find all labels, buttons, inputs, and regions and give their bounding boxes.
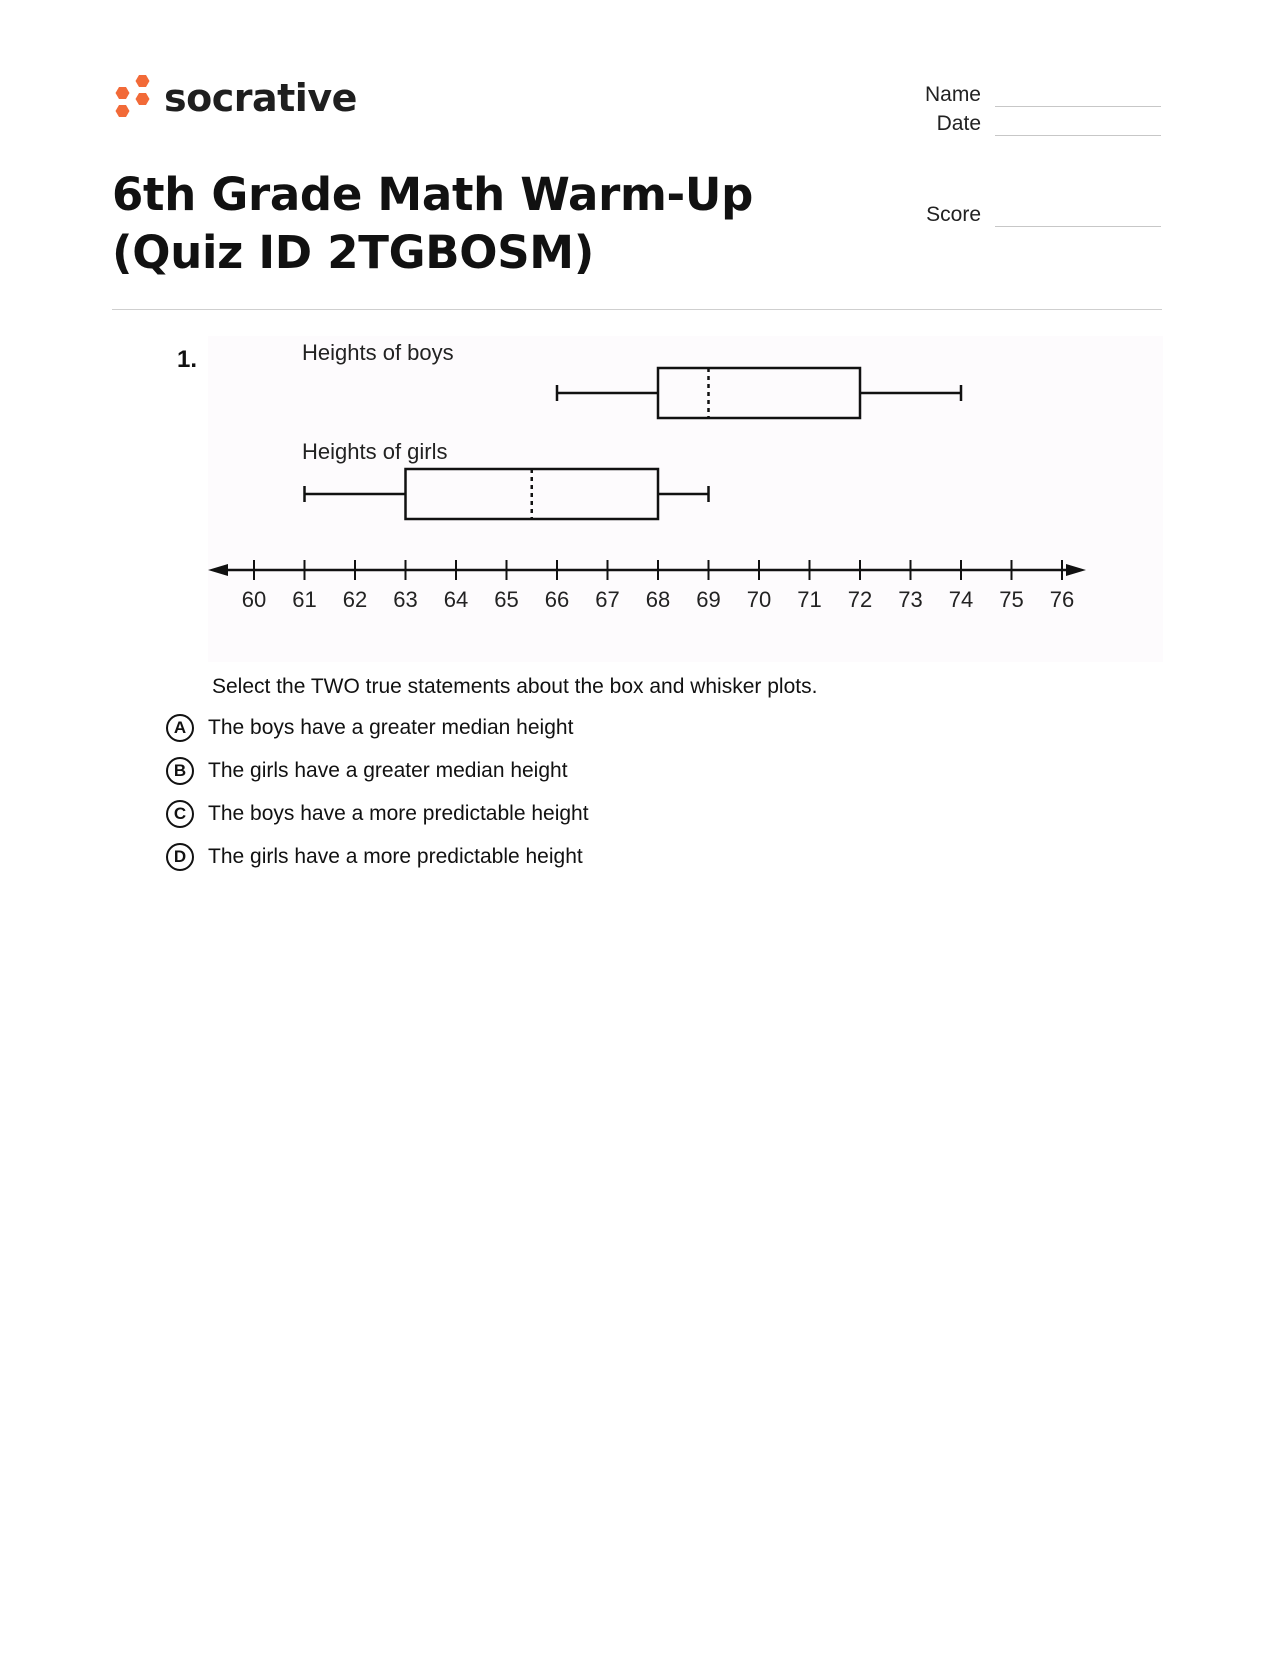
- axis-tick-label-71: 71: [797, 587, 822, 612]
- brand-logo: [112, 72, 357, 124]
- axis-tick-label-60: 60: [241, 587, 267, 612]
- option-c[interactable]: [166, 792, 589, 835]
- date-field: [901, 107, 1161, 136]
- answer-options: [166, 706, 589, 878]
- axis-tick-label-64: 64: [443, 587, 469, 612]
- axis-tick-label-67: 67: [595, 587, 620, 612]
- axis-tick-label-72: 72: [847, 587, 873, 612]
- option-b-badge[interactable]: B: [166, 757, 194, 785]
- option-a[interactable]: [166, 706, 589, 749]
- logo-hex-left: [116, 87, 130, 99]
- question-number: 1.: [177, 346, 198, 373]
- number-line-arrow-right: [1066, 564, 1086, 576]
- number-line-arrow-left: [208, 564, 228, 576]
- score-label: Score: [926, 203, 981, 226]
- axis-tick-label-62: 62: [342, 587, 368, 612]
- axis-tick-label-66: 66: [544, 587, 570, 612]
- axis-tick-label-76: 76: [1049, 587, 1075, 612]
- option-d-text: The girls have a more predictable height: [208, 844, 583, 868]
- box-plot-chart: [208, 336, 1163, 662]
- option-d[interactable]: [166, 835, 589, 878]
- axis-tick-label-69: 69: [696, 587, 721, 612]
- series-2-label: Heights of girls: [302, 439, 448, 464]
- option-a-text: The boys have a greater median height: [208, 715, 574, 739]
- axis-tick-label-74: 74: [948, 587, 974, 612]
- box-plot-svg: [208, 336, 1163, 662]
- axis-tick-label-70: 70: [746, 587, 772, 612]
- axis-tick-label-68: 68: [645, 587, 671, 612]
- logo-hex-bottom: [116, 105, 130, 117]
- option-a-badge[interactable]: A: [166, 714, 194, 742]
- option-b[interactable]: [166, 749, 589, 792]
- option-b-text: The girls have a greater median height: [208, 758, 568, 782]
- score-line[interactable]: [995, 204, 1161, 227]
- axis-tick-label-73: 73: [898, 587, 923, 612]
- date-line[interactable]: [995, 113, 1161, 136]
- logo-hex-right: [136, 93, 150, 105]
- option-d-badge[interactable]: D: [166, 843, 194, 871]
- question-prompt: Select the TWO true statements about the box and whisker plots.: [212, 675, 818, 698]
- score-field: [926, 203, 1161, 227]
- name-line[interactable]: [995, 84, 1161, 107]
- option-c-text: The boys have a more predictable height: [208, 801, 589, 825]
- series-1-label: Heights of boys: [302, 340, 454, 365]
- axis-tick-label-65: 65: [494, 587, 519, 612]
- series-1-box: [658, 368, 860, 418]
- axis-tick-label-75: 75: [999, 587, 1024, 612]
- name-label: Name: [924, 83, 981, 106]
- option-c-badge[interactable]: C: [166, 800, 194, 828]
- hexagon-cluster-logo-icon: [112, 73, 152, 123]
- date-label: Date: [936, 112, 981, 135]
- logo-hex-top: [136, 75, 150, 87]
- page-title: 6th Grade Math Warm-Up (Quiz ID 2TGBOSM): [112, 168, 754, 279]
- header-divider: [112, 309, 1162, 310]
- name-field: [901, 78, 1161, 107]
- student-info-fields: [901, 78, 1161, 136]
- axis-tick-label-61: 61: [292, 587, 317, 612]
- axis-tick-label-63: 63: [393, 587, 418, 612]
- brand-name: socrative: [164, 76, 357, 120]
